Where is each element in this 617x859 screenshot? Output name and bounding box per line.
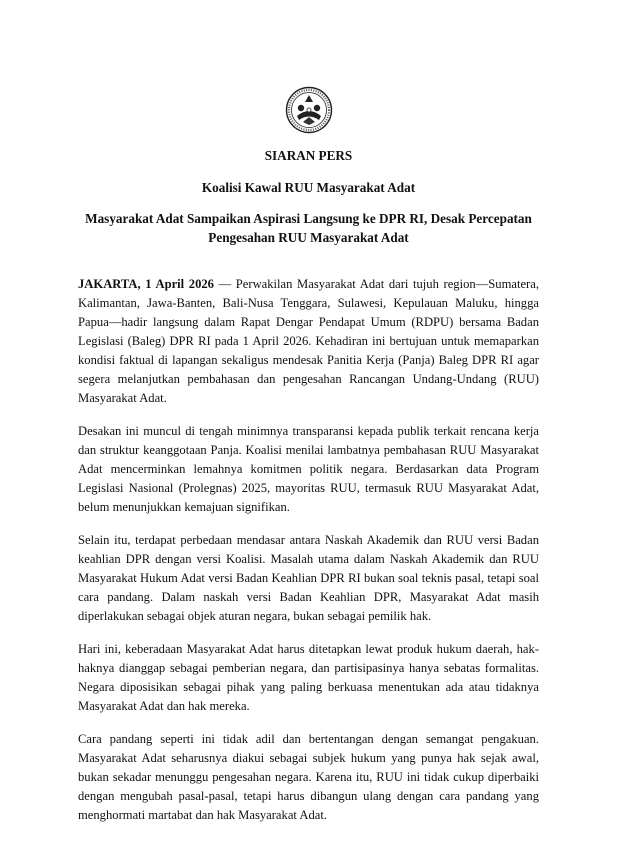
paragraph: Selain itu, terdapat perbedaan mendasar antara Naskah Akademik dan RUU versi Badan keahlian DPR dengan versi Koalisi. Masalah utama dalam Naskah Akademik dan RUU Masyarakat Hukum Adat versi Badan Keahlian DPR RI bukan soal teknis pasal, tetapi soal cara pandang. Dalam naskah versi Badan Keahlian DPR, Masyarakat Adat masih diperlakukan sebagai objek aturan negara, bukan sebagai pemilik hak. — [78, 533, 539, 623]
paragraph: Hari ini, keberadaan Masyarakat Adat harus ditetapkan lewat produk hukum daerah, hak-haknya dianggap sebagai pemberian negara, dan partisipasinya hanya sebatas formalitas. Negara diposisikan sebagai pihak yang paling berkuasa menentukan ada atau tidaknya Masyarakat Adat dan hak mereka. — [78, 642, 539, 713]
headline: Masyarakat Adat Sampaikan Aspirasi Langsung ke DPR RI, Desak Percepatan Pengesahan RUU Masyarakat Adat — [85, 211, 532, 245]
paragraph-text: — Perwakilan Masyarakat Adat dari tujuh region—Sumatera, Kalimantan, Jawa-Banten, Bali-Nusa Tenggara, Sulawesi, Kepulauan Maluku, hingga Papua—hadir langsung dalam Rapat Dengar Pendapat Umum (RDPU) bersama Badan Legislasi (Baleg) DPR RI pada 1 April 2026. Kehadiran ini bertujuan untuk memaparkan kondisi faktual di lapangan sekaligus mendesak Panitia Kerja (Panja) Baleg DPR RI agar segera melanjutkan pembahasan dan pengesahan Rancangan Undang-Undang (RUU) Masyarakat Adat. — [78, 277, 539, 405]
press-release-label: SIARAN PERS — [264, 148, 353, 163]
paragraph: Desakan ini muncul di tengah minimnya transparansi kepada publik terkait rencana kerja dan struktur keanggotaan Panja. Koalisi menilai lambatnya pembahasan RUU Masyarakat Adat mencerminkan lemahnya komitmen politik negara. Berdasarkan data Program Legislasi Nasional (Prolegnas) 2025, mayoritas RUU, termasuk RUU Masyarakat Adat, belum menunjukkan kemajuan signifikan. — [78, 424, 539, 514]
paragraph — [78, 275, 539, 408]
paragraph: Cara pandang seperti ini tidak adil dan bertentangan dengan semangat pengakuan. Masyarakat Adat seharusnya diakui sebagai subjek hukum yang punya hak sejak awal, bukan sekadar menunggu pengesahan negara. Karena itu, RUU ini tidak cukup diperbaiki dengan mengubah pasal-pasal, tetapi harus dibangun ulang dengan cara pandang yang menghormati martabat dan hak Masyarakat Adat. — [78, 732, 539, 822]
dateline: JAKARTA, 1 April 2026 — [78, 277, 214, 291]
organization-seal-icon — [285, 86, 333, 134]
body-text — [78, 275, 539, 839]
organization-name: Koalisi Kawal RUU Masyarakat Adat — [201, 180, 416, 195]
